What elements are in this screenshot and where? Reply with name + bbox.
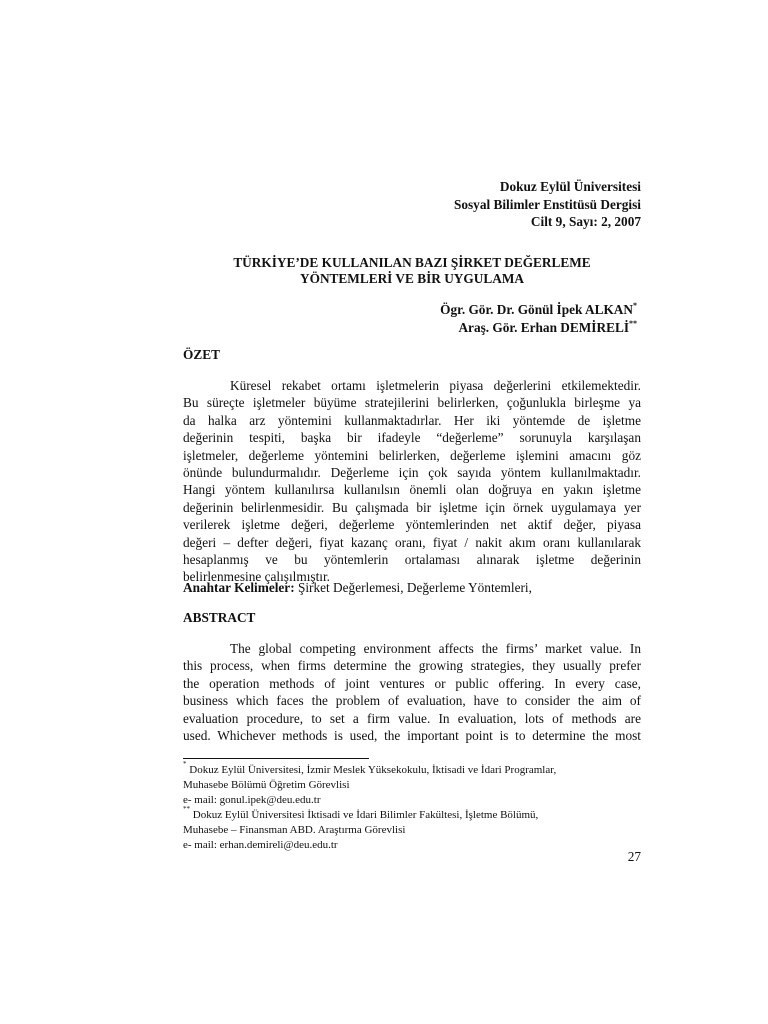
footnote-mark: ** [183, 805, 190, 814]
footnotes [183, 760, 641, 853]
keywords-label: Anahtar Kelimeler: [183, 580, 295, 595]
ozet-line: Bu süreçte işletmeler büyüme stratejilerini belirlerken, çoğunlukla birleşme ya [183, 395, 641, 411]
footnote-email: e- mail: gonul.ipek@deu.edu.tr [183, 794, 321, 806]
abstract-line: business which faces the problem of evaluation, have to consider the aim of [183, 693, 641, 709]
author-2-footnote-mark: ** [629, 318, 637, 328]
abstract-heading: ABSTRACT [183, 610, 256, 625]
author-2-name: Araş. Gör. Erhan DEMİRELİ [458, 320, 629, 335]
journal-name: Sosyal Bilimler Enstitüsü Dergisi [453, 196, 641, 212]
footnote-line [183, 823, 641, 838]
paper-title-line-2: YÖNTEMLERİ VE BİR UYGULAMA [300, 271, 524, 286]
author-list [300, 301, 637, 337]
ozet-line: işletmeler, değerleme yöntemini belirlerken, değerleme işlemini amacını göz [183, 447, 641, 463]
ozet-line: Küresel rekabet ortamı işletmelerin piyasa değerlerini etkilemektedir. [230, 378, 641, 393]
ozet-line: Hangi yöntem kullanılırsa kullanılsın önemli olan doğruya en yakın işletme [183, 482, 641, 498]
journal-header [300, 178, 641, 231]
page-number: 27 [627, 849, 641, 864]
ozet-line: değerinin tespiti, başka bir ifadeyle “değerleme” sorunuyla karşılaşan [183, 430, 641, 446]
ozet-line: değerinin belirlenmesidir. Bu çalışmada bir işletme için örnek uygulamaya yer [183, 499, 641, 515]
author-1-footnote-mark: * [633, 300, 637, 310]
paper-title-line-1: TÜRKİYE’DE KULLANILAN BAZI ŞİRKET DEĞERLEME [233, 255, 591, 270]
keywords-text: Şirket Değerlemesi, Değerleme Yöntemleri, [294, 580, 532, 595]
author-1-name: Ögr. Gör. Dr. Gönül İpek ALKAN [440, 302, 633, 317]
abstract-line: used. Whichever methods is used, the important point is to determine the most [183, 727, 641, 743]
footnote-line [183, 838, 641, 853]
footnote-text: Muhasebe – Finansman ABD. Araştırma Görevlisi [183, 824, 406, 836]
paper-title [183, 255, 641, 287]
ozet-line: belirlenmesine çalışılmıştır. [183, 569, 330, 585]
author-1 [300, 301, 637, 319]
footnote-line [183, 778, 641, 793]
ozet-line: değeri – defter değeri, fiyat kazanç oranı, fiyat / nakit akım oranı kullanılarak [183, 534, 641, 550]
journal-volume: Cilt 9, Sayı: 2, 2007 [530, 214, 641, 229]
footnote-text: Dokuz Eylül Üniversitesi, İzmir Meslek Yüksekokulu, İktisadi ve İdari Programlar, [186, 764, 557, 776]
footnote-line [183, 760, 641, 778]
ozet-line: da halka arz yöntemini kullanmaktadırlar. Her iki yöntemde de işletme [183, 412, 641, 428]
ozet-line: verilerek işletme değeri, değerleme yöntemlerinden net aktif değer, piyasa [183, 517, 641, 533]
footnote-line [183, 805, 641, 823]
abstract-line: the operation methods of joint ventures or public offering. In every case, [183, 675, 641, 691]
footnote-email: e- mail: erhan.demireli@deu.edu.tr [183, 839, 338, 851]
ozet-heading: ÖZET [183, 347, 220, 362]
footnote-text: Dokuz Eylül Üniversitesi İktisadi ve İdari Bilimler Fakültesi, İşletme Bölümü, [190, 809, 539, 821]
abstract-paragraph [183, 640, 641, 744]
footnote-divider [183, 758, 369, 759]
footnote-mark: * [183, 760, 187, 769]
ozet-line: önünde bulundurmalıdır. Değerleme için çok sayıda yöntem kullanılmaktadır. [183, 464, 641, 480]
footnote-text: Muhasebe Bölümü Öğretim Görevlisi [183, 779, 350, 791]
abstract-line: evaluation procedure, to set a firm value. In evaluation, lots of methods are [183, 710, 641, 726]
abstract-line: this process, when firms determine the growing strategies, they usually prefer [183, 658, 641, 674]
ozet-paragraph [183, 377, 641, 586]
abstract-line: The global competing environment affects the firms’ market value. In [230, 641, 641, 656]
ozet-line: hesaplanmış ve bu yöntemlerin ortalaması alınarak işletme değerinin [183, 551, 641, 567]
author-2 [300, 319, 637, 337]
keywords [183, 580, 532, 596]
journal-university: Dokuz Eylül Üniversitesi [499, 179, 641, 194]
footnote-line [183, 793, 641, 808]
